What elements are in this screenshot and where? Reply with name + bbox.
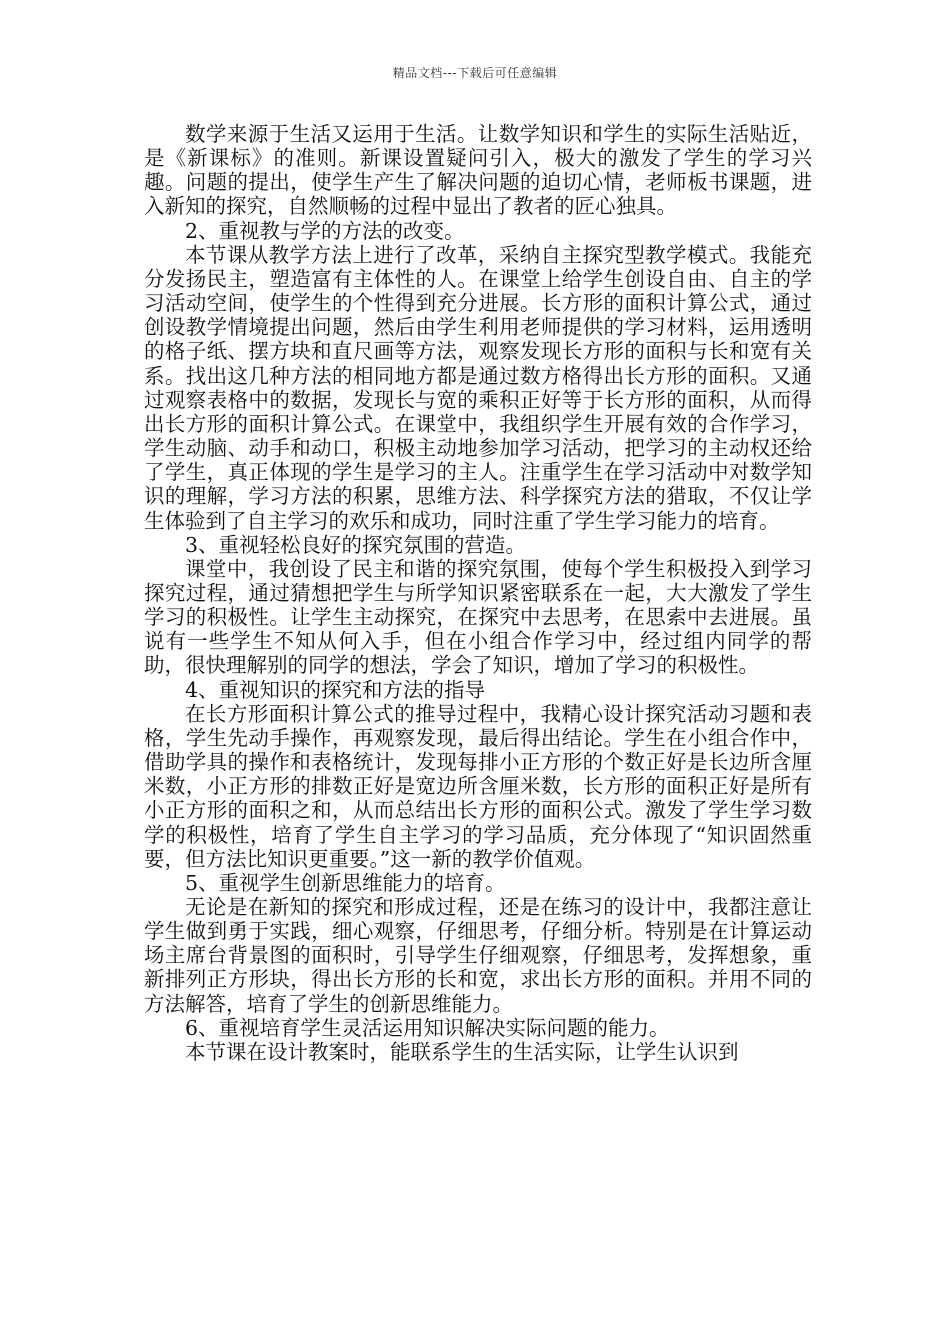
paragraph: 数学来源于生活又运用于生活。让数学知识和学生的实际生活贴近，是《新课标》的准则。新课设置疑问引入，极大的激发了学生的学习兴趣。问题的提出，使学生产生了解决问题的迫切心情，老师板书课题，进入新知的探究，自然顺畅的过程中显出了教者的匠心独具。 <box>144 122 812 219</box>
paragraph: 课堂中，我创设了民主和谐的探究氛围，使每个学生积极投入到学习探究过程，通过猜想把学生与所学知识紧密联系在一起，大大激发了学生学习的积极性。让学生主动探究，在探究中去思考，在思索中去进展。虽说有一些学生不知从何入手，但在小组合作学习中，经过组内同学的帮助，很快理解别的同学的想法，学会了知识，增加了学习的积极性。 <box>144 556 812 678</box>
document-body <box>144 122 812 1064</box>
paragraph: 本节课在设计教案时，能联系学生的生活实际，让学生认识到 <box>185 1039 739 1064</box>
section-heading: 6、重视培育学生灵活运用知识解决实际问题的能力。 <box>185 1015 670 1040</box>
page-header: 精品文档---下载后可任意编辑 <box>392 66 558 80</box>
section-heading: 4、重视知识的探究和方法的指导 <box>185 677 486 702</box>
paragraph: 在长方形面积计算公式的推导过程中，我精心设计探究活动习题和表格，学生先动手操作，再观察发现，最后得出结论。学生在小组合作中，借助学具的操作和表格统计，发现每排小正方形的个数正好是长边所含厘米数，小正方形的排数正好是宽边所含厘米数，长方形的面积正好是所有小正方形的面积之和，从而总结出长方形的面积公式。激发了学生学习数学的积极性，培育了学生自主学习的学习品质，充分体现了“知识固然重要，但方法比知识更重要。”这一新的教学价值观。 <box>144 701 812 871</box>
paragraph: 无论是在新知的探究和形成过程，还是在练习的设计中，我都注意让学生做到勇于实践，细心观察，仔细思考，仔细分析。特别是在计算运动场主席台背景图的面积时，引导学生仔细观察，仔细思考，发挥想象，重新排列正方形块，得出长方形的长和宽，求出长方形的面积。并用不同的方法解答，培育了学生的创新思维能力。 <box>144 895 812 1016</box>
section-heading: 2、重视教与学的方法的改变。 <box>185 218 465 243</box>
section-heading: 5、重视学生创新思维能力的培育。 <box>185 870 506 895</box>
paragraph: 本节课从教学方法上进行了改革，采纳自主探究型教学模式。我能充分发扬民主，塑造富有主体性的人。在课堂上给学生创设自由、自主的学习活动空间，使学生的个性得到充分进展。长方形的面积计算公式，通过创设教学情境提出问题，然后由学生利用老师提供的学习材料，运用透明的格子纸、摆方块和直尺画等方法，观察发现长方形的面积与长和宽有关系。找出这几种方法的相同地方都是通过数方格得出长方形的面积。又通过观察表格中的数据，发现长与宽的乘积正好等于长方形的面积，从而得出长方形的面积计算公式。在课堂中，我组织学生开展有效的合作学习，学生动脑、动手和动口，积极主动地参加学习活动，把学习的主动权还给了学生，真正体现的学生是学习的主人。注重学生在学习活动中对数学知识的理解，学习方法的积累，思维方法、科学探究方法的猎取，不仅让学生体验到了自主学习的欢乐和成功，同时注重了学生学习能力的培育。 <box>144 242 812 533</box>
section-heading: 3、重视轻松良好的探究氛围的营造。 <box>185 532 527 557</box>
